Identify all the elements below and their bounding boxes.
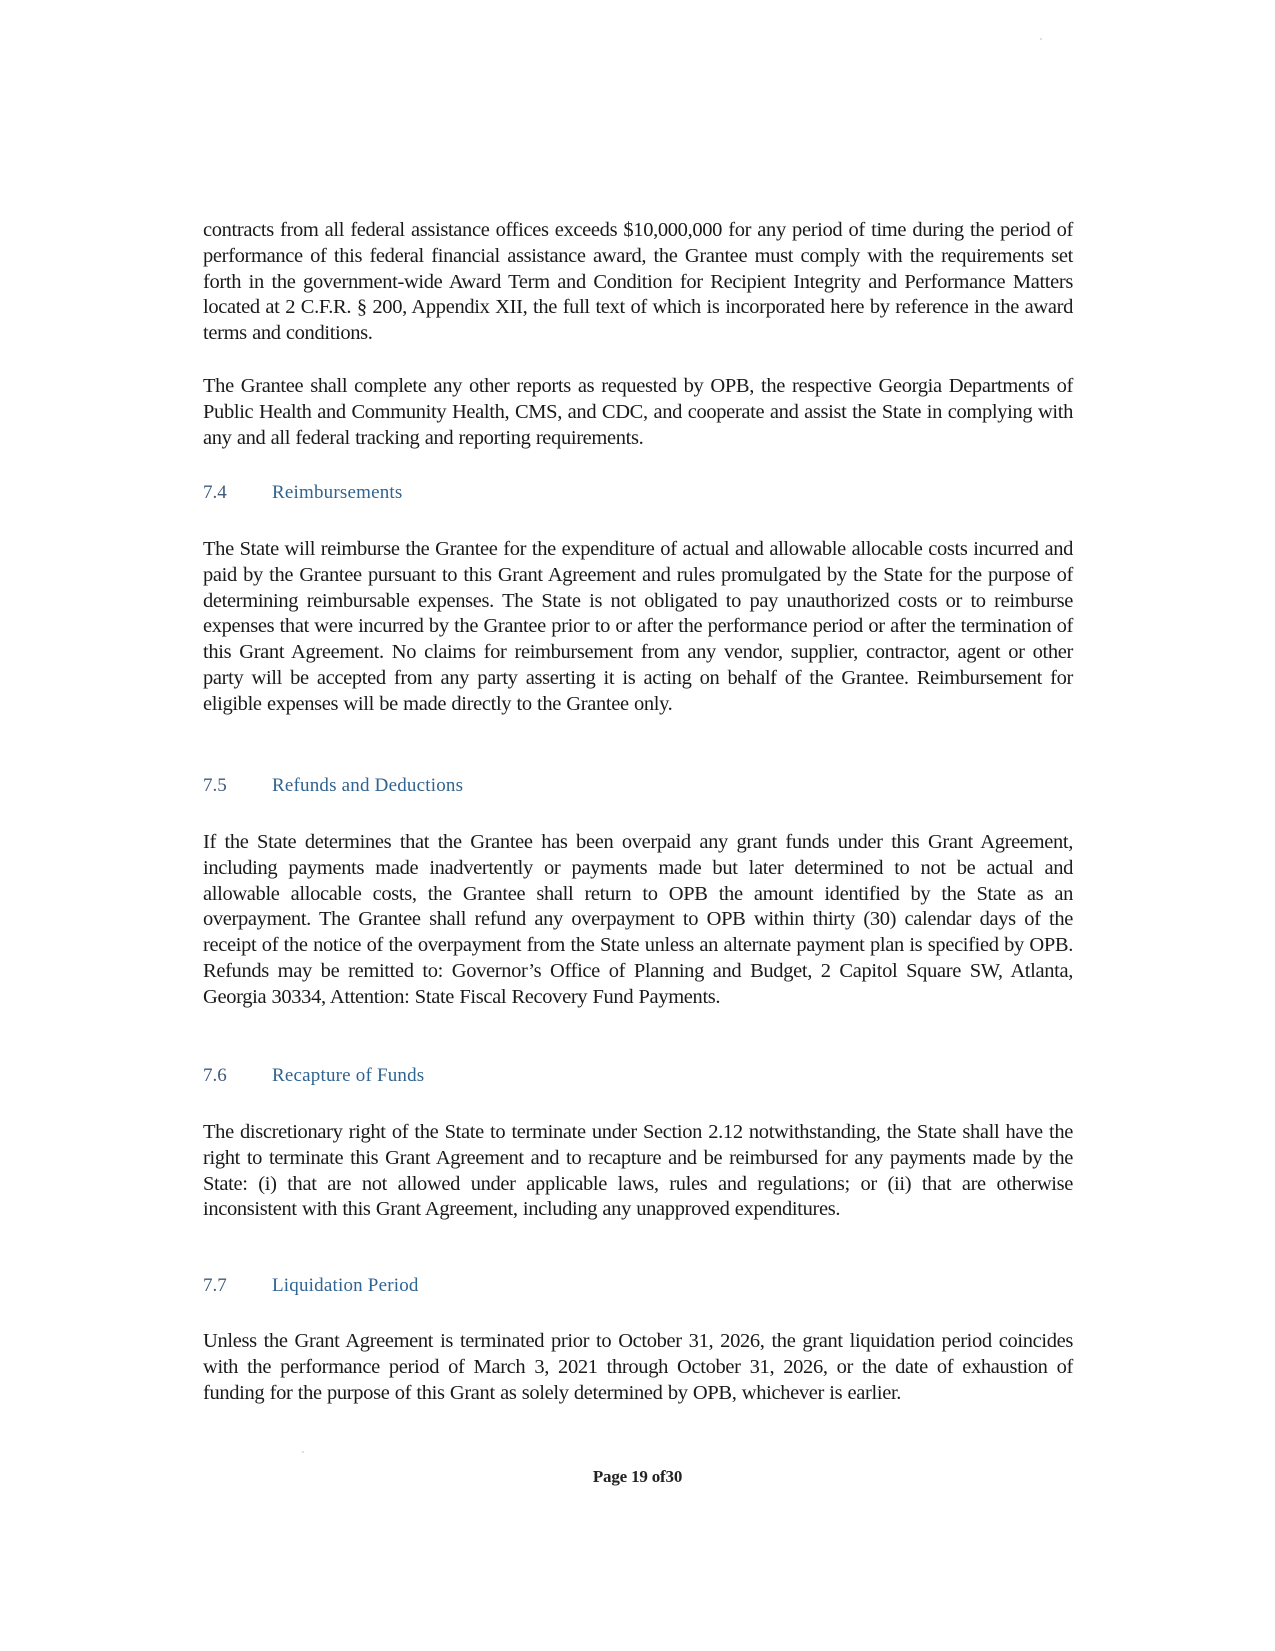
intro-paragraph-1-block (203, 218, 1073, 347)
total-pages: 30 (665, 1467, 683, 1486)
intro-paragraph: contracts from all federal assistance offices exceeds $10,000,000 for any period of time during the period of performance of this federal financial assistance award, the Grantee must comply with the requirements set forth in the government-wide Award Term and Condition for Recipient Integrity and Performance Matters located at 2 C.F.R. § 200, Appendix XII, the full text of which is incorporated here by reference in the award terms and conditions. (203, 219, 1073, 345)
page-label: Page (592, 1467, 628, 1486)
section-7-6-heading (203, 1064, 1073, 1088)
section-title: Recapture of Funds (272, 1065, 425, 1086)
section-body: If the State determines that the Grantee has been overpaid any grant funds under this Grant Agreement, including payments made inadvertently or payments made but later determined to not be actual and allowable allocable costs, the Grantee shall return to OPB the amount identified by the State as an overpayment. The Grantee shall refund any overpayment to OPB within thirty (30) calendar days of the receipt of the notice of the overpayment from the State unless an alternate payment plan is specified by OPB. Refunds may be remitted to: Governor’s Office of Planning and Budget, 2 Capitol Square SW, Atlanta, Georgia 30334, Attention: State Fiscal Recovery Fund Payments. (203, 831, 1073, 1008)
scan-speck (1040, 38, 1042, 40)
section-7-5-heading (203, 774, 1073, 798)
section-body: The discretionary right of the State to terminate under Section 2.12 notwithstanding, the State shall have the right to terminate this Grant Agreement and to recapture and be reimbursed for any payments made by the State: (i) that are not allowed under applicable laws, rules and regulations; or (ii) that are otherwise inconsistent with this Grant Agreement, including any unapproved expenditures. (203, 1121, 1073, 1221)
section-body: The State will reimburse the Grantee for the expenditure of actual and allowable allocable costs incurred and paid by the Grantee pursuant to this Grant Agreement and rules promulgated by the State for the purpose of determining reimbursable expenses. The State is not obligated to pay unauthorized costs or to reimburse expenses that were incurred by the Grantee prior to or after the performance period or after the termination of this Grant Agreement. No claims for reimbursement from any vendor, supplier, contractor, agent or other party will be accepted from any party asserting it is acting on behalf of the Grantee. Reimbursement for eligible expenses will be made directly to the Grantee only. (203, 538, 1073, 715)
section-7-7-heading (203, 1274, 1073, 1298)
of-label: of (651, 1467, 666, 1486)
intro-paragraph: The Grantee shall complete any other reports as requested by OPB, the respective Georgia Departments of Public Health and Community Health, CMS, and CDC, and cooperate and assist the State in complying with any and all federal tracking and reporting requirements. (203, 375, 1073, 449)
section-body: Unless the Grant Agreement is terminated prior to October 31, 2026, the grant liquidation period coincides with the performance period of March 3, 2021 through October 31, 2026, or the date of exhaustion of funding for the purpose of this Grant as solely determined by OPB, whichever is earlier. (203, 1330, 1073, 1404)
section-7-7-body (203, 1329, 1073, 1406)
current-page: 19 (631, 1467, 648, 1486)
section-heading (203, 1274, 1073, 1298)
section-title: Liquidation Period (272, 1275, 419, 1296)
section-title: Refunds and Deductions (272, 775, 464, 796)
section-number: 7.5 (203, 775, 227, 796)
section-7-6-body (203, 1120, 1073, 1223)
section-title: Reimbursements (272, 482, 403, 503)
section-7-5-body (203, 830, 1073, 1011)
section-number: 7.7 (203, 1275, 227, 1296)
scan-speck (302, 1451, 304, 1453)
intro-paragraph-2-block (203, 374, 1073, 451)
section-7-4-heading (203, 481, 1073, 505)
page-number (0, 1467, 1275, 1487)
section-heading (203, 1064, 1073, 1088)
section-heading (203, 774, 1073, 798)
section-number: 7.4 (203, 482, 227, 503)
section-number: 7.6 (203, 1065, 227, 1086)
section-7-4-body (203, 537, 1073, 718)
section-heading (203, 481, 1073, 505)
